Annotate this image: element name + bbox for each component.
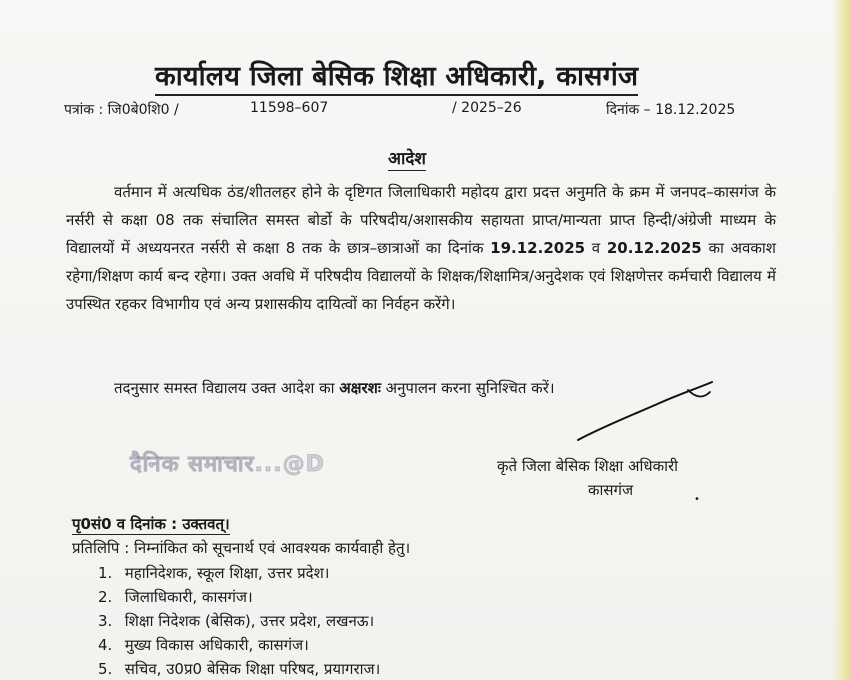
copy-item-number: 3. <box>98 612 113 630</box>
holiday-date-2: 20.12.2025 <box>606 239 702 257</box>
order-paragraph-1 <box>66 178 776 318</box>
reference-label: पत्रांक : जि0बे0शि0 / <box>64 102 179 118</box>
copy-item-text: सचिव, उ0प्र0 बेसिक शिक्षा परिषद, प्रयागराज। <box>124 660 381 678</box>
signature-icon <box>570 378 720 448</box>
copy-list-item <box>98 659 380 679</box>
page-edge <box>832 0 850 680</box>
copy-item-text: जिलाधिकारी, कासगंज। <box>124 588 253 606</box>
signatory-designation: कृते जिला बेसिक शिक्षा अधिकारी <box>497 457 679 475</box>
holiday-date-1: 19.12.2025 <box>490 239 586 257</box>
order-heading: आदेश <box>388 146 426 171</box>
copy-list-item <box>98 587 253 607</box>
watermark: दैनिक समाचार...@D <box>130 452 325 477</box>
compliance-text-a: तदनुसार समस्त विद्यालय उक्त आदेश का <box>114 379 335 397</box>
copy-list-item <box>98 611 374 631</box>
office-title: कार्यालय जिला बेसिक शिक्षा अधिकारी, कासगंज <box>155 56 638 96</box>
copy-item-text: शिक्षा निदेशक (बेसिक), उत्तर प्रदेश, लखनऊ। <box>124 612 375 630</box>
copy-intro: प्रतिलिपि : निम्नांकित को सूचनार्थ एवं आवश्यक कार्यवाही हेतु। <box>72 539 411 557</box>
date-connector: व <box>591 239 601 257</box>
copy-item-number: 4. <box>98 636 113 654</box>
letter-date: दिनांक – 18.12.2025 <box>606 102 736 118</box>
ink-dot: • <box>694 494 700 505</box>
order-text-part-1: वर्तमान में अत्यधिक ठंड/शीतलहर होने के दृष्टिगत जिलाधिकारी महोदय द्वारा प्रदत्त अनुमति के क्रम में जनपद–कासगंज के नर्सरी से कक्षा 08 तक संचालित समस्त बोर्डो के परिषदीय/अशासकीय सहायता प्राप्त/मान्यता प्राप्त हिन्दी/अंग्रेजी माध्यम के विद्यालयों में अध्ययनरत नर्सरी से कक्षा 8 तक के छात्र–छात्राओं का दिनांक <box>66 183 776 257</box>
endorsement-line: पृ0सं0 व दिनांक : उक्तवत्। <box>72 515 230 533</box>
reference-number: 11598–607 <box>250 100 329 116</box>
order-text-part-2: का अवकाश रहेगा/शिक्षण कार्य बन्द रहेगा। उक्त अवधि में परिषदीय विद्यालयों के शिक्षक/शिक्षामित्र/अनुदेशक एवं शिक्षणेत्तर कर्मचारी विद्यालय में उपस्थित रहकर विभागीय एवं अन्य प्रशासकीय दायित्वों का निर्वहन करेंगे। <box>66 239 776 313</box>
compliance-text-b: अनुपालन करना सुनिश्चित करें। <box>385 379 555 397</box>
copy-list-item <box>98 563 329 583</box>
copy-item-number: 2. <box>98 588 113 606</box>
copy-list-item <box>98 635 309 655</box>
signatory-place: कासगंज <box>588 481 634 499</box>
copy-item-number: 1. <box>98 564 113 582</box>
compliance-emphasis: अक्षरशः <box>339 379 381 397</box>
copy-item-number: 5. <box>98 660 113 678</box>
copy-item-text: महानिदेशक, स्कूल शिक्षा, उत्तर प्रदेश। <box>124 564 330 582</box>
copy-item-text: मुख्य विकास अधिकारी, कासगंज। <box>124 636 309 654</box>
reference-year: / 2025–26 <box>452 100 522 116</box>
